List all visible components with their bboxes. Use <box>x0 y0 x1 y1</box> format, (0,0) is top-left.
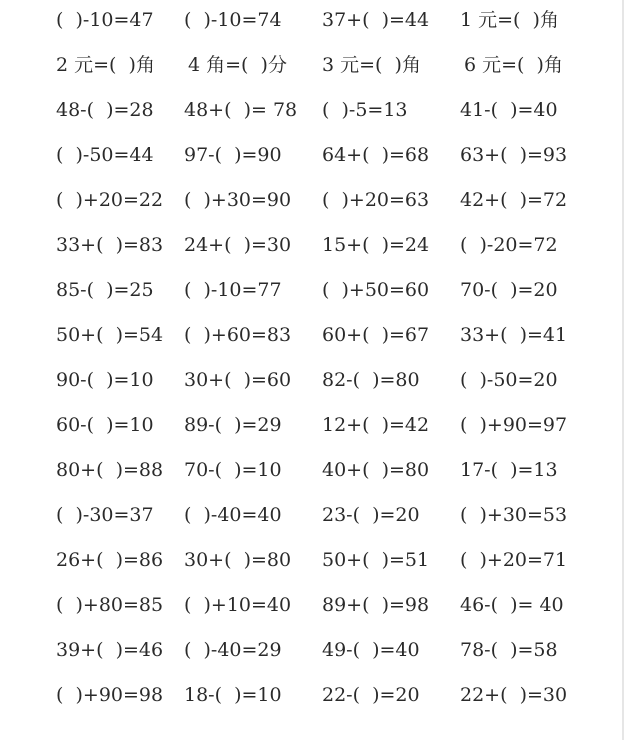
problem-item: ( )+20=22 <box>56 189 164 211</box>
problem-item: ( )+60=83 <box>184 324 292 346</box>
problem-item: ( )-40=29 <box>184 639 282 661</box>
problem-item: 60-( )=10 <box>56 414 154 436</box>
problem-item: ( )+20=63 <box>322 189 430 211</box>
problem-row <box>56 184 596 229</box>
problem-grid <box>56 4 596 724</box>
problem-row <box>56 499 596 544</box>
problem-item: 33+( )=41 <box>460 324 568 346</box>
problem-item: 30+( )=60 <box>184 369 292 391</box>
problem-item: 82-( )=80 <box>322 369 420 391</box>
problem-item: 70-( )=10 <box>184 459 282 481</box>
problem-row <box>56 274 596 319</box>
problem-row <box>56 319 596 364</box>
problem-item: 78-( )=58 <box>460 639 558 661</box>
problem-row <box>56 4 596 49</box>
problem-row <box>56 544 596 589</box>
problem-item: 30+( )=80 <box>184 549 292 571</box>
problem-item: 23-( )=20 <box>322 504 420 526</box>
problem-item: 26+( )=86 <box>56 549 164 571</box>
problem-item: 50+( )=51 <box>322 549 430 571</box>
problem-item: 12+( )=42 <box>322 414 430 436</box>
problem-row <box>56 94 596 139</box>
problem-item: 17-( )=13 <box>460 459 558 481</box>
problem-item: 3 元=( )角 <box>322 54 421 76</box>
problem-item: 33+( )=83 <box>56 234 164 256</box>
problem-item: ( )-5=13 <box>322 99 408 121</box>
problem-item: 15+( )=24 <box>322 234 430 256</box>
problem-item: 40+( )=80 <box>322 459 430 481</box>
problem-item: ( )-10=74 <box>184 9 282 31</box>
problem-item: ( )+80=85 <box>56 594 164 616</box>
problem-item: 64+( )=68 <box>322 144 430 166</box>
problem-item: 49-( )=40 <box>322 639 420 661</box>
problem-item: ( )+90=98 <box>56 684 164 706</box>
problem-item: 41-( )=40 <box>460 99 558 121</box>
problem-item: ( )+50=60 <box>322 279 430 301</box>
problem-item: 48-( )=28 <box>56 99 154 121</box>
problem-item: 63+( )=93 <box>460 144 568 166</box>
problem-item: 42+( )=72 <box>460 189 568 211</box>
problem-item: ( )+30=90 <box>184 189 292 211</box>
problem-row <box>56 409 596 454</box>
problem-item: 37+( )=44 <box>322 9 430 31</box>
problem-item: 70-( )=20 <box>460 279 558 301</box>
problem-item: 48+( )= 78 <box>184 99 298 121</box>
problem-item: ( )+30=53 <box>460 504 568 526</box>
problem-item: ( )-30=37 <box>56 504 154 526</box>
problem-item: 18-( )=10 <box>184 684 282 706</box>
problem-row <box>56 364 596 409</box>
problem-item: 85-( )=25 <box>56 279 154 301</box>
problem-item: 97-( )=90 <box>184 144 282 166</box>
problem-item: ( )-10=77 <box>184 279 282 301</box>
problem-item: 2 元=( )角 <box>56 54 155 76</box>
problem-item: ( )-20=72 <box>460 234 558 256</box>
problem-item: 6 元=( )角 <box>464 54 563 76</box>
problem-item: ( )+10=40 <box>184 594 292 616</box>
problem-row <box>56 634 596 679</box>
problem-item: 46-( )= 40 <box>460 594 564 616</box>
problem-row <box>56 229 596 274</box>
problem-row <box>56 679 596 724</box>
problem-item: ( )-50=20 <box>460 369 558 391</box>
problem-item: ( )+90=97 <box>460 414 568 436</box>
problem-row <box>56 454 596 499</box>
problem-item: 39+( )=46 <box>56 639 164 661</box>
problem-item: ( )-40=40 <box>184 504 282 526</box>
problem-item: 24+( )=30 <box>184 234 292 256</box>
problem-item: 60+( )=67 <box>322 324 430 346</box>
problem-item: 90-( )=10 <box>56 369 154 391</box>
problem-item: 22-( )=20 <box>322 684 420 706</box>
problem-item: 80+( )=88 <box>56 459 164 481</box>
problem-row <box>56 139 596 184</box>
problem-row <box>56 589 596 634</box>
problem-item: ( )-50=44 <box>56 144 154 166</box>
problem-row <box>56 49 596 94</box>
problem-item: 4 角=( )分 <box>188 54 287 76</box>
problem-item: ( )+20=71 <box>460 549 568 571</box>
problem-item: 22+( )=30 <box>460 684 568 706</box>
problem-item: 50+( )=54 <box>56 324 164 346</box>
problem-item: 89-( )=29 <box>184 414 282 436</box>
problem-item: 89+( )=98 <box>322 594 430 616</box>
problem-item: 1 元=( )角 <box>460 9 559 31</box>
problem-item: ( )-10=47 <box>56 9 154 31</box>
